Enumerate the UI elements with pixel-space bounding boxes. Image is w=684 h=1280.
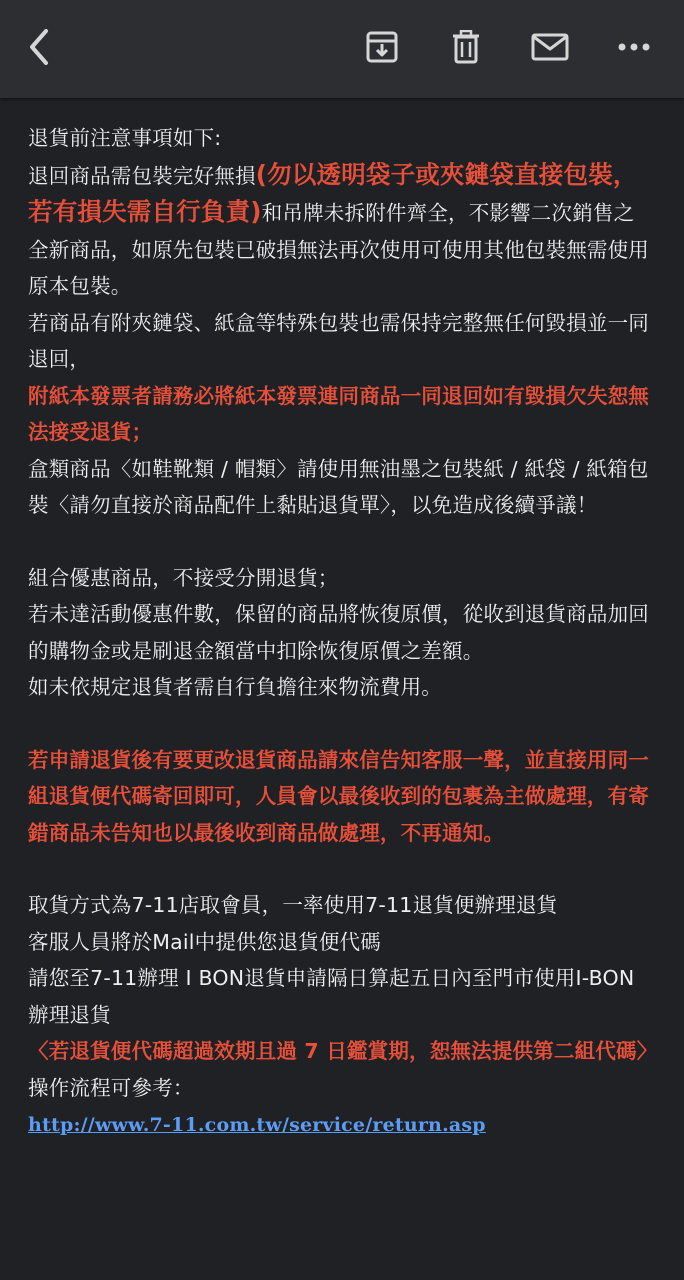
packaging-text-cont: 和吊牌未拆附件齊全，不影響二次銷售之全新商品，如原先包裝已破損無法再次使用可使用其他包裝無需使用原本包裝。: [28, 201, 649, 298]
promotion-text: 若未達活動優惠件數，保留的商品將恢復原價，從收到退貨商品加回的購物金或是刷退金額當中扣除恢復原價之差額。: [28, 602, 649, 663]
more-horiz-icon: [618, 42, 650, 52]
packaging-paragraph: [28, 157, 654, 305]
archive-icon: [365, 30, 399, 64]
special-packaging-text: 若商品有附夾鏈袋、紙盒等特殊包裝也需保持完整無任何毀損並一同退回，: [28, 310, 649, 371]
change-return-warning: 若申請退貨後有要更改退貨商品請來信告知客服一聲，並直接用同一組退貨便代碼寄回即可，人員會以最後收到的包裹為主做處理，有寄錯商品未告知也以最後收到商品做處理，不再通知。: [28, 747, 649, 845]
arrow-back-icon: [24, 27, 54, 67]
bundle-text: 組合優惠商品，不接受分開退貨；: [28, 565, 339, 590]
email-body: [28, 120, 658, 1144]
service-code-text: 客服人員將於Mail中提供您退貨便代碼: [28, 929, 381, 954]
pickup-method-text: 取貨方式為7-11店取會員，一率使用7-11退貨便辦理退貨: [28, 893, 558, 917]
return-procedure-link[interactable]: http://www.7-11.com.tw/service/return.asp: [28, 1114, 486, 1136]
packaging-warning: (勿以透明袋子或夾鏈袋直接包裝，若有損失需自行負責): [28, 159, 638, 226]
top-app-bar: [0, 0, 684, 98]
procedure-reference-text: 操作流程可參考：: [28, 1075, 194, 1100]
delete-button[interactable]: [441, 22, 491, 72]
box-items-text: 盒類商品〈如鞋靴類 / 帽類〉請使用無油墨之包裝紙 / 紙袋 / 紙箱包裝〈請勿直接於商品配件上黏貼退貨單〉，以免造成後續爭議！: [28, 456, 649, 517]
ibon-instructions-text: 請您至7-11辦理 I BON退貨申請隔日算起五日內至門市使用I-BON辦理退貨: [28, 966, 635, 1027]
more-options-button[interactable]: [609, 22, 659, 72]
packaging-text: 退回商品需包裝完好無損: [28, 163, 256, 188]
mail-icon: [531, 32, 569, 62]
mark-unread-button[interactable]: [525, 22, 575, 72]
notice-heading: 退貨前注意事項如下:: [28, 126, 222, 150]
shipping-fee-text: 如未依規定退貨者需自行負擔往來物流費用。: [28, 675, 442, 699]
trash-icon: [451, 30, 481, 64]
back-button[interactable]: [14, 22, 64, 72]
code-expiry-warning: 〈若退貨便代碼超過效期且過 7 日鑑賞期，恕無法提供第二組代碼〉: [28, 1039, 658, 1063]
invoice-warning: 附紙本發票者請務必將紙本發票連同商品一同退回如有毀損欠失恕無法接受退貨；: [28, 383, 649, 444]
archive-button[interactable]: [357, 22, 407, 72]
